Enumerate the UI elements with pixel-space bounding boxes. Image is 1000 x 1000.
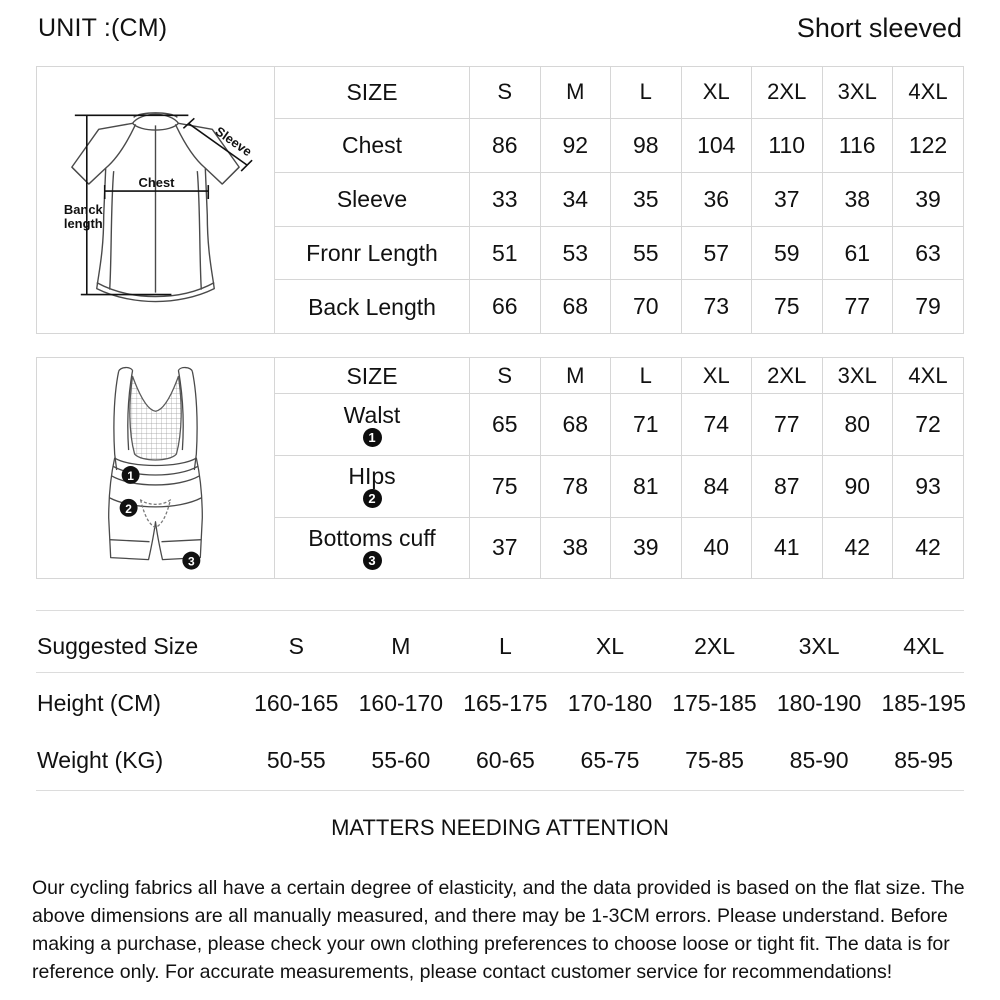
table-row [275, 172, 963, 226]
row-label-chest: Chest [275, 118, 470, 172]
row-label-waist [275, 394, 470, 456]
cell-back-s: 66 [470, 280, 541, 333]
cell-sleeve-4xl: 39 [893, 172, 964, 226]
size-col-2xl: 2XL [752, 67, 823, 118]
suggested-size-label: Suggested Size [37, 633, 199, 659]
height-2xl: 175-185 [672, 690, 757, 716]
cell-waist-m: 68 [540, 394, 611, 456]
cell-cuff-2xl: 41 [752, 517, 823, 578]
suggested-size-l: L [499, 633, 512, 659]
cell-cuff-l: 39 [611, 517, 682, 578]
divider-above-suggested [36, 610, 964, 611]
marker-2-label: 2 [125, 501, 132, 516]
height-3xl: 180-190 [776, 690, 862, 716]
row-label-bottoms-cuff-text: Bottoms cuff [308, 524, 436, 551]
unit-label: UNIT :(CM) [38, 13, 168, 42]
size-col-3xl: 3XL [822, 67, 893, 118]
cell-cuff-m: 38 [540, 517, 611, 578]
garment-type-label: Short sleeved [796, 12, 962, 43]
size2-col-2xl: 2XL [752, 358, 823, 394]
cell-chest-3xl: 116 [822, 118, 893, 172]
table-row [275, 280, 963, 333]
marker-badge-1: 1 [363, 428, 382, 447]
marker-badge-2: 2 [363, 489, 382, 508]
weight-4xl: 85-95 [894, 747, 954, 773]
size2-col-3xl: 3XL [822, 358, 893, 394]
cell-chest-m: 92 [540, 118, 611, 172]
table-row [275, 226, 963, 280]
height-xl: 170-180 [567, 690, 653, 716]
marker-badge-3: 3 [363, 551, 382, 570]
cell-chest-l: 98 [611, 118, 682, 172]
cell-cuff-3xl: 42 [822, 517, 893, 578]
cell-sleeve-m: 34 [540, 172, 611, 226]
bib-shorts-size-block [36, 357, 964, 579]
attention-title: MATTERS NEEDING ATTENTION [331, 815, 669, 840]
weight-2xl: 75-85 [685, 747, 744, 773]
cell-back-xl: 73 [681, 280, 752, 333]
cell-sleeve-2xl: 37 [752, 172, 823, 226]
size2-col-s: S [470, 358, 541, 394]
cell-hips-m: 78 [540, 456, 611, 518]
weight-s: 50-55 [266, 747, 326, 773]
suggested-size-2xl: 2XL [694, 633, 735, 659]
cell-chest-2xl: 110 [752, 118, 823, 172]
cell-sleeve-xl: 36 [681, 172, 752, 226]
table-header-row [275, 358, 963, 394]
cell-front-2xl: 59 [752, 226, 823, 280]
cell-hips-l: 81 [611, 456, 682, 518]
row-label-sleeve: Sleeve [275, 172, 470, 226]
size-col-xl: XL [681, 67, 752, 118]
bib-shorts-diagram [37, 358, 275, 578]
size-col-s: S [470, 67, 541, 118]
size2-col-l: L [611, 358, 682, 394]
size2-col-4xl: 4XL [893, 358, 964, 394]
size-header-cell: SIZE [275, 67, 470, 118]
height-m: 160-170 [358, 690, 444, 716]
cell-chest-4xl: 122 [893, 118, 964, 172]
marker-1-label: 1 [127, 468, 134, 483]
cell-back-4xl: 79 [893, 280, 964, 333]
cell-waist-4xl: 72 [893, 394, 964, 456]
suggested-size-row [36, 618, 976, 675]
weight-xl: 65-75 [580, 747, 640, 773]
size-col-l: L [611, 67, 682, 118]
table-header-row [275, 67, 963, 118]
cell-waist-s: 65 [470, 394, 541, 456]
cell-front-s: 51 [470, 226, 541, 280]
cell-waist-3xl: 80 [822, 394, 893, 456]
height-l: 165-175 [463, 690, 548, 716]
weight-row [36, 732, 976, 789]
cell-front-m: 53 [540, 226, 611, 280]
back-length-label: Banck [63, 201, 103, 217]
height-4xl: 185-195 [881, 690, 966, 716]
short-sleeve-jersey-diagram [37, 67, 275, 333]
row-label-hips-text: HIps [348, 463, 396, 490]
table-row [275, 517, 963, 578]
cell-hips-xl: 84 [681, 456, 752, 518]
cell-back-2xl: 75 [752, 280, 823, 333]
table-row [275, 394, 963, 456]
suggested-size-table [36, 618, 976, 789]
cell-waist-xl: 74 [681, 394, 752, 456]
weight-m: 55-60 [371, 747, 431, 773]
weight-label: Weight (KG) [37, 747, 164, 773]
bib-shorts-size-table [275, 358, 963, 578]
row-label-front-length: Fronr Length [275, 226, 470, 280]
chest-label: Chest [138, 175, 175, 191]
suggested-size-s: S [288, 633, 304, 659]
table-row [275, 456, 963, 518]
cell-cuff-xl: 40 [681, 517, 752, 578]
row-label-back-length: Back Length [275, 280, 470, 333]
weight-3xl: 85-90 [789, 747, 849, 773]
table-row [275, 118, 963, 172]
cell-hips-2xl: 87 [752, 456, 823, 518]
cell-front-l: 55 [611, 226, 682, 280]
cell-sleeve-l: 35 [611, 172, 682, 226]
cell-chest-s: 86 [470, 118, 541, 172]
short-sleeve-size-block [36, 66, 964, 334]
size2-col-xl: XL [681, 358, 752, 394]
cell-front-4xl: 63 [893, 226, 964, 280]
cell-hips-3xl: 90 [822, 456, 893, 518]
suggested-size-4xl: 4XL [903, 633, 945, 659]
cell-sleeve-s: 33 [470, 172, 541, 226]
bib-marker-group [120, 466, 201, 570]
cell-hips-s: 75 [470, 456, 541, 518]
cell-hips-4xl: 93 [893, 456, 964, 518]
size-col-m: M [540, 67, 611, 118]
weight-l: 60-65 [475, 747, 535, 773]
cell-back-l: 70 [611, 280, 682, 333]
back-length-label-2: length [63, 215, 103, 231]
cell-back-m: 68 [540, 280, 611, 333]
cell-cuff-s: 37 [470, 517, 541, 578]
cell-chest-xl: 104 [681, 118, 752, 172]
page-header [0, 0, 1000, 56]
short-sleeve-size-table [275, 67, 963, 333]
cell-front-xl: 57 [681, 226, 752, 280]
suggested-size-3xl: 3XL [798, 633, 840, 659]
height-row [36, 675, 976, 732]
cell-back-3xl: 77 [822, 280, 893, 333]
suggested-size-xl: XL [595, 633, 625, 659]
divider-above-attention [36, 790, 964, 791]
size2-col-m: M [540, 358, 611, 394]
height-label: Height (CM) [37, 690, 161, 716]
row-label-waist-text: Walst [343, 401, 401, 428]
cell-cuff-4xl: 42 [893, 517, 964, 578]
cell-sleeve-3xl: 38 [822, 172, 893, 226]
attention-body: Our cycling fabrics all have a certain degree of elasticity, and the data provided is based on the flat size. The above dimensions are all manually measured, and there may be 1-3CM errors. Please understand. Before making a purchase, please check your own clothing preferences to choose loose or tight fit. The data is for reference only. For accurate measurements, please contact customer service for recommendations! [32, 877, 965, 983]
height-s: 160-165 [254, 690, 339, 716]
cell-waist-l: 71 [611, 394, 682, 456]
cell-waist-2xl: 77 [752, 394, 823, 456]
size-header-cell-2: SIZE [275, 358, 470, 394]
sleeve-label: Sleeve [212, 123, 255, 160]
row-label-hips [275, 456, 470, 518]
marker-3-label: 3 [188, 554, 195, 569]
row-label-bottoms-cuff [275, 517, 470, 578]
size-col-4xl: 4XL [893, 67, 964, 118]
cell-front-3xl: 61 [822, 226, 893, 280]
suggested-size-m: M [391, 633, 411, 659]
